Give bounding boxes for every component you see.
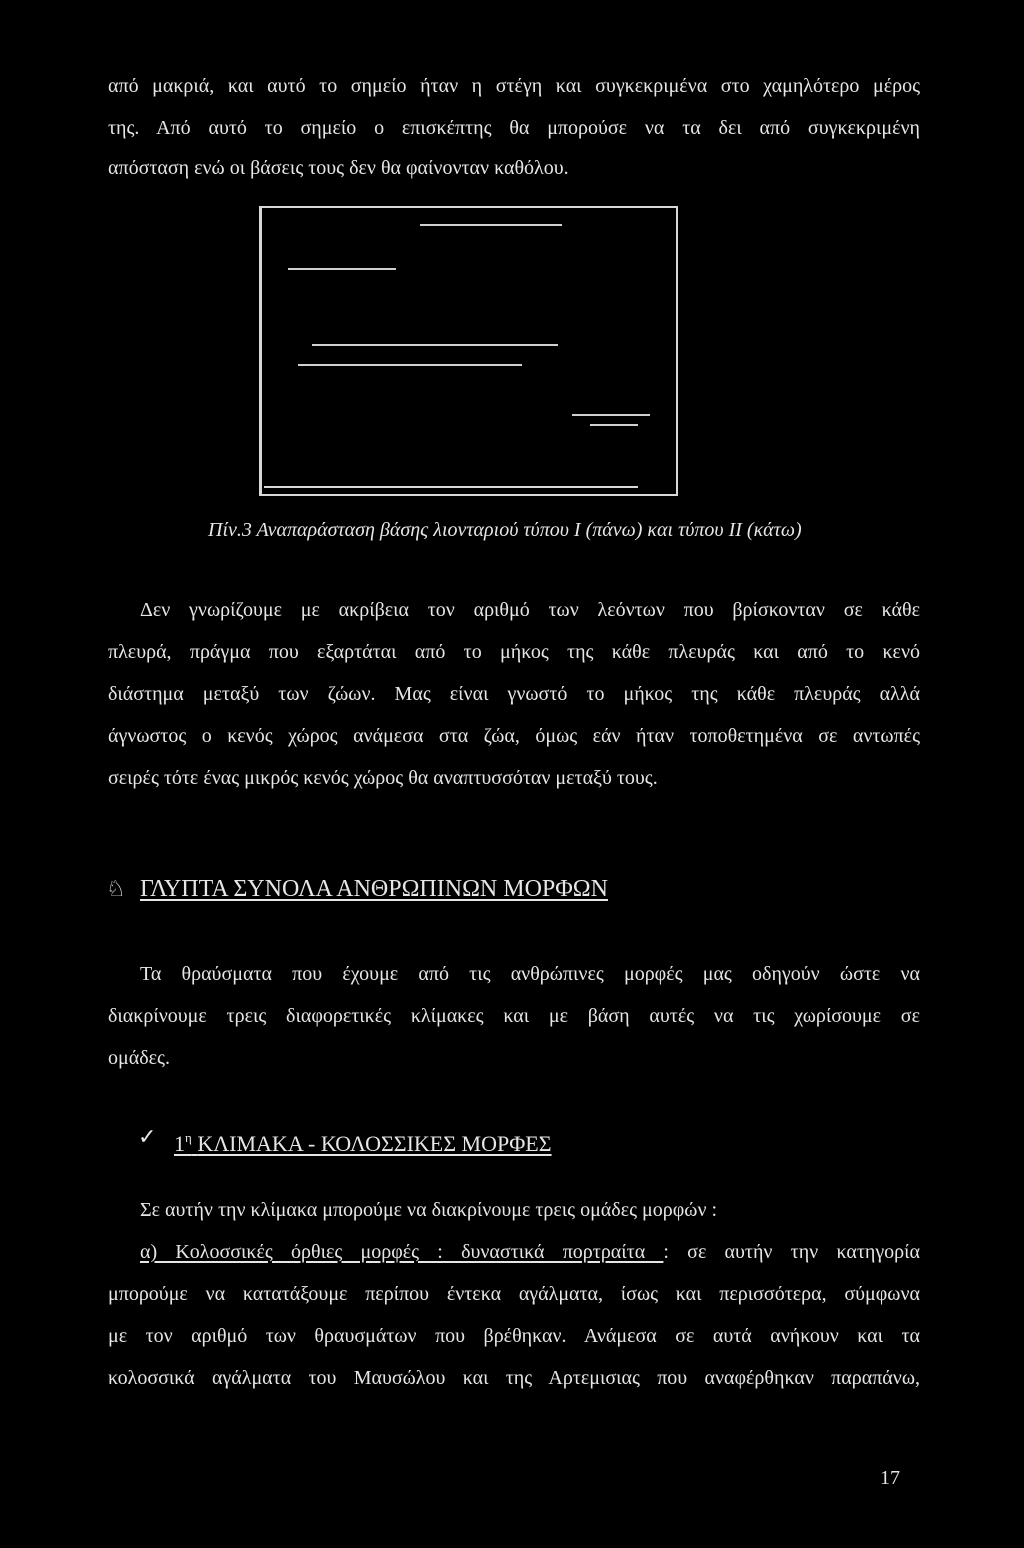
intro-line-1: από μακριά, και αυτό το σημείο ήταν η στέγη και συγκεκριμένα στο χαμηλότερο μέρος bbox=[108, 75, 920, 97]
lions-line-2: πλευρά, πράγμα που εξαρτάται από το μήκος της κάθε πλευράς και από το κενό bbox=[108, 641, 920, 663]
figure-stroke bbox=[312, 344, 558, 346]
scale-line-3: μπορούμε να κατατάξουμε περίπου έντεκα αγάλματα, ίσως και περισσότερα, σύμφωνα bbox=[108, 1283, 920, 1305]
fragments-line-3: ομάδες. bbox=[108, 1047, 170, 1069]
scale-line-2 bbox=[140, 1240, 920, 1264]
figure-stroke bbox=[590, 424, 638, 426]
lions-line-3: διάστημα μεταξύ των ζώων. Μας είναι γνωστό το μήκος της κάθε πλευράς αλλά bbox=[108, 683, 920, 705]
section-heading: ΓΛΥΠΤΑ ΣΥΝΟΛΑ ΑΝΘΡΩΠΙΝΩΝ ΜΟΡΦΩΝ bbox=[140, 876, 608, 902]
figure-stroke bbox=[298, 364, 522, 366]
lions-line-1: Δεν γνωρίζουμε με ακρίβεια τον αριθμό των λεόντων που βρίσκονταν σε κάθε bbox=[140, 599, 920, 621]
scale-line-2-rest: : σε αυτήν την κατηγορία bbox=[663, 1241, 920, 1263]
subsection-number: 1 bbox=[174, 1131, 185, 1156]
scale-underlined-phrase: α) Κολοσσικές όρθιες μορφές : δυναστικά πορτραίτα bbox=[140, 1241, 664, 1263]
intro-line-2: της. Από αυτό το σημείο ο επισκέπτης θα μπορούσε να τα δει από συγκεκριμένη bbox=[108, 117, 920, 139]
lion-base-figure bbox=[259, 206, 678, 496]
intro-line-3: απόσταση ενώ οι βάσεις τους δεν θα φαίνονταν καθόλου. bbox=[108, 157, 569, 179]
knight-bullet-icon: ♘ bbox=[106, 876, 126, 901]
figure-stroke bbox=[572, 414, 650, 416]
figure-stroke bbox=[420, 224, 562, 226]
subsection-title: ΚΛΙΜΑΚΑ - ΚΟΛΟΣΣΙΚΕΣ ΜΟΡΦΕΣ bbox=[197, 1131, 552, 1156]
subsection-ordinal-suffix: η bbox=[185, 1130, 192, 1145]
scale-line-1: Σε αυτήν την κλίμακα μπορούμε να διακρίνουμε τρεις ομάδες μορφών : bbox=[140, 1199, 718, 1221]
figure-caption: Πίν.3 Αναπαράσταση βάσης λιονταριού τύπου I (πάνω) και τύπου II (κάτω) bbox=[208, 519, 802, 541]
checkmark-bullet-icon: ✓ bbox=[138, 1124, 157, 1149]
scale-line-5: κολοσσικά αγάλματα του Μαυσώλου και της Αρτεμισιας που αναφέρθηκαν παραπάνω, bbox=[108, 1367, 920, 1389]
figure-stroke bbox=[288, 268, 396, 270]
fragments-line-1: Τα θραύσματα που έχουμε από τις ανθρώπινες μορφές μας οδηγούν ώστε να bbox=[140, 963, 920, 985]
figure-inner-baseline bbox=[264, 486, 638, 488]
scale-line-4: με τον αριθμό των θραυσμάτων που βρέθηκαν. Ανάμεσα σε αυτά ανήκουν και τα bbox=[108, 1325, 920, 1347]
lions-line-5: σειρές τότε ένας μικρός κενός χώρος θα αναπτυσσόταν μεταξύ τους. bbox=[108, 767, 658, 789]
lions-line-4: άγνωστος ο κενός χώρος ανάμεσα στα ζώα, όμως εάν ήταν τοποθετημένα σε αντωπές bbox=[108, 725, 920, 747]
subsection-heading bbox=[174, 1125, 552, 1157]
fragments-line-2: διακρίνουμε τρεις διαφορετικές κλίμακες και με βάση αυτές να τις χωρίσουμε σε bbox=[108, 1005, 920, 1027]
page-number: 17 bbox=[880, 1467, 900, 1489]
